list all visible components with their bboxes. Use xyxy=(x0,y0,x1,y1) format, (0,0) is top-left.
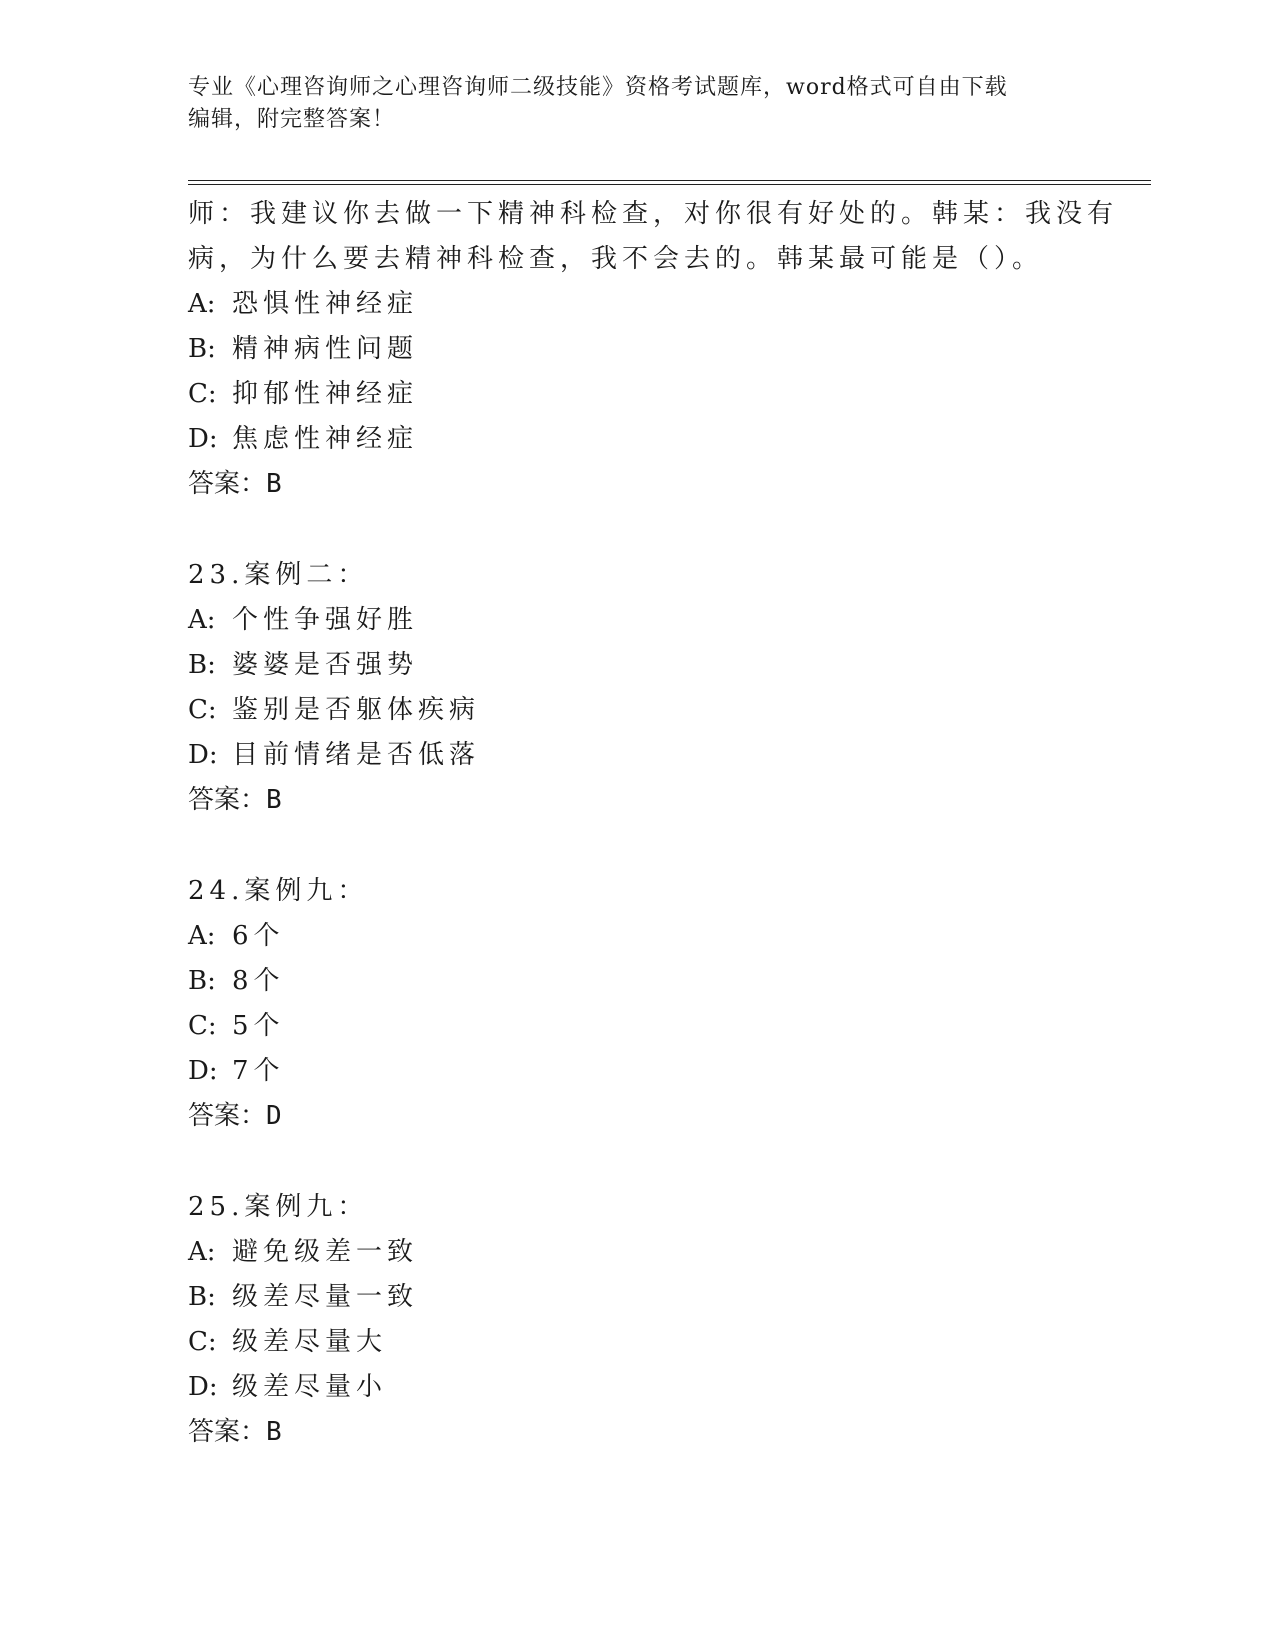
option-text: 个性争强好胜 xyxy=(232,605,419,635)
answer-label: 答案： xyxy=(188,1417,267,1447)
option-letter: C: xyxy=(188,379,217,409)
answer-value: B xyxy=(266,469,282,499)
answer-label: 答案： xyxy=(188,785,267,815)
answer-label: 答案： xyxy=(188,469,267,499)
answer-line xyxy=(188,1094,1088,1139)
answer-line xyxy=(188,1410,1088,1455)
option-text: 级差尽量大 xyxy=(232,1327,388,1357)
question-block xyxy=(188,553,1088,823)
header-line-1: 专业《心理咨询师之心理咨询师二级技能》资格考试题库，word格式可自由下载 xyxy=(188,75,1008,100)
option-text: 避免级差一致 xyxy=(232,1237,419,1267)
option-text: 焦虑性神经症 xyxy=(232,424,419,454)
question-block xyxy=(188,192,1119,507)
option-c xyxy=(188,688,1088,733)
option-text: 6个 xyxy=(232,921,285,951)
option-d xyxy=(188,1049,1088,1094)
question-block xyxy=(188,1185,1088,1455)
option-letter: B: xyxy=(188,1282,216,1312)
option-letter: D: xyxy=(188,1372,218,1402)
answer-value: B xyxy=(266,785,282,815)
option-a xyxy=(188,1230,1088,1275)
header-divider-top xyxy=(188,180,1151,181)
option-text: 8个 xyxy=(232,966,285,996)
option-c xyxy=(188,1320,1088,1365)
option-d xyxy=(188,1365,1088,1410)
option-text: 精神病性问题 xyxy=(232,334,419,364)
option-text: 婆婆是否强势 xyxy=(232,650,419,680)
option-letter: C: xyxy=(188,695,217,725)
question-stem-line: 23.案例二： xyxy=(188,560,369,590)
option-letter: A: xyxy=(188,605,216,635)
option-letter: C: xyxy=(188,1327,217,1357)
option-b xyxy=(188,959,1088,1004)
option-text: 抑郁性神经症 xyxy=(232,379,419,409)
option-letter: D: xyxy=(188,424,218,454)
option-d xyxy=(188,733,1088,778)
option-letter: A: xyxy=(188,921,216,951)
option-letter: D: xyxy=(188,1056,218,1086)
option-letter: B: xyxy=(188,966,216,996)
option-letter: B: xyxy=(188,334,216,364)
answer-line xyxy=(188,462,1088,507)
answer-line xyxy=(188,778,1088,823)
option-a xyxy=(188,282,1088,327)
spacer xyxy=(188,1139,1088,1185)
question-stem-line: 25.案例九： xyxy=(188,1192,369,1222)
document-header xyxy=(188,72,1088,136)
option-text: 目前情绪是否低落 xyxy=(232,740,481,770)
option-letter: A: xyxy=(188,289,216,319)
option-text: 级差尽量小 xyxy=(232,1372,388,1402)
option-c xyxy=(188,1004,1088,1049)
option-b xyxy=(188,1275,1088,1320)
option-b xyxy=(188,643,1088,688)
answer-label: 答案： xyxy=(188,1101,267,1131)
option-letter: D: xyxy=(188,740,218,770)
question-list xyxy=(188,192,1119,1455)
option-a xyxy=(188,914,1088,959)
header-line-2: 编辑，附完整答案！ xyxy=(188,107,396,132)
option-text: 鉴别是否躯体疾病 xyxy=(232,695,481,725)
option-c xyxy=(188,372,1088,417)
option-text: 级差尽量一致 xyxy=(232,1282,419,1312)
option-text: 恐惧性神经症 xyxy=(232,289,419,319)
option-d xyxy=(188,417,1088,462)
spacer xyxy=(188,507,1088,553)
option-letter: A: xyxy=(188,1237,216,1267)
question-stem-line: 师：我建议你去做一下精神科检查，对你很有好处的。韩某：我没有 xyxy=(188,199,1119,229)
option-letter: C: xyxy=(188,1011,217,1041)
option-letter: B: xyxy=(188,650,216,680)
header-divider-bottom xyxy=(188,184,1151,185)
answer-value: D xyxy=(266,1101,282,1131)
option-a xyxy=(188,598,1088,643)
spacer xyxy=(188,823,1088,869)
question-stem-line: 病，为什么要去精神科检查，我不会去的。韩某最可能是（）。 xyxy=(188,244,1044,274)
question-stem-line: 24.案例九： xyxy=(188,876,369,906)
option-b xyxy=(188,327,1088,372)
option-text: 5个 xyxy=(232,1011,285,1041)
question-block xyxy=(188,869,1088,1139)
answer-value: B xyxy=(266,1417,282,1447)
option-text: 7个 xyxy=(232,1056,285,1086)
